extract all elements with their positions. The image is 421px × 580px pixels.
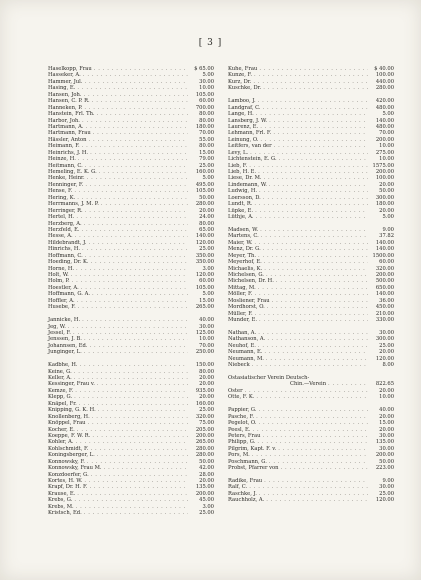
donor-name: Peesl, E. <box>228 426 251 433</box>
donor-name: Heitmann, C. <box>48 162 83 169</box>
donation-amount: 440.00 <box>375 78 394 85</box>
donor-name: Knäpel, Fr. <box>48 400 77 407</box>
donor-name: Leinung, O. <box>228 136 259 143</box>
donor-name: Hässler, Anton <box>48 136 87 143</box>
donor-name: Ludwig, H. <box>228 188 257 195</box>
donor-name: Meyerhof, E. <box>228 259 262 266</box>
donation-amount: 120.00 <box>195 272 214 278</box>
donation-amount: 480.00 <box>375 104 394 111</box>
leader-dots <box>256 214 368 220</box>
donation-amount: 100.00 <box>375 72 394 79</box>
donor-name: Hanstein, Frl. Th. <box>48 111 95 118</box>
leader-dots <box>84 349 188 355</box>
donation-amount: 200.00 <box>375 272 394 278</box>
donor-name: Harbor, Joh. <box>48 117 80 124</box>
donor-entry <box>228 465 394 471</box>
donation-amount: 1500.00 <box>372 252 394 259</box>
donor-name: Mittag, M. <box>228 284 256 291</box>
donor-name: Loersson, D. <box>228 194 261 201</box>
donor-entry <box>48 304 214 310</box>
donor-name: Haselkopp, Frau <box>48 66 92 72</box>
donation-amount: 480.00 <box>375 123 394 130</box>
donation-amount: 80.00 <box>199 143 214 150</box>
donation-amount: 37.82 <box>379 233 394 240</box>
donation-amount: 30.00 <box>199 323 214 330</box>
donor-entry <box>228 362 394 368</box>
donor-name: Neumann, M. <box>228 355 264 362</box>
donor-name: Holm, P. <box>48 278 70 285</box>
donation-amount: 20.00 <box>379 413 394 420</box>
donation-amount: 20.00 <box>379 207 394 214</box>
donor-entry <box>228 497 394 503</box>
donation-amount: 50.00 <box>379 188 394 195</box>
donor-name: Kemze, F. <box>48 387 74 394</box>
donor-name: Lundt, R. <box>228 201 253 208</box>
donation-amount: 10.00 <box>379 156 394 163</box>
donation-amount: 5.00 <box>202 72 214 79</box>
donor-entry <box>48 510 214 516</box>
donor-name: Knöppel, Frau <box>48 420 86 427</box>
donation-amount: 30.00 <box>379 329 394 336</box>
donor-name: Herringer, R. <box>48 207 83 214</box>
donation-amount: 280.00 <box>195 445 214 452</box>
donor-name: Pappier, G. <box>228 407 257 414</box>
leader-dots <box>259 317 368 323</box>
left-column <box>48 66 214 517</box>
donor-name: Hildebrandt, J. <box>48 239 87 246</box>
donor-name: Johannsen, Ed. <box>48 342 88 349</box>
donor-name: Pors, M. <box>228 452 250 459</box>
donor-name: Henninger, F. <box>48 181 84 188</box>
donor-name: Mordhorst, O. <box>228 304 265 311</box>
donor-name: Menz, Dr. G. <box>228 246 261 253</box>
donation-amount: 10.00 <box>379 394 394 401</box>
donation-amount: 20.00 <box>379 181 394 188</box>
donation-amount: 223.00 <box>375 465 394 472</box>
donor-name: Mosliener, Frau <box>228 297 270 304</box>
donor-name: Krebs, G. <box>48 497 73 504</box>
donation-amount: 80.00 <box>199 368 214 375</box>
donation-amount: 50.00 <box>199 194 214 201</box>
leader-dots <box>266 497 368 503</box>
donor-name: Pegelot, O. <box>228 420 257 427</box>
donor-name: Niebeck <box>228 362 250 369</box>
donor-name: Lüpke, E. <box>228 207 254 214</box>
donor-name: Hanneken, P. <box>48 104 83 111</box>
donor-name: Krebs, M. <box>48 503 74 510</box>
donor-name: Ralf, C. <box>228 484 248 491</box>
donation-amount: 9.00 <box>382 226 394 233</box>
donor-name: Munder, E. <box>228 317 258 324</box>
donation-amount: 55.00 <box>199 136 214 143</box>
donor-name: Hartmann, A. <box>48 123 84 130</box>
donation-amount: 125.00 <box>195 329 214 336</box>
donation-amount: 105.00 <box>195 91 214 98</box>
donor-name: Kristsch, Ed. <box>48 510 82 517</box>
donation-amount: 8.00 <box>382 362 394 369</box>
donor-entry <box>228 394 394 400</box>
donation-amount: 10.00 <box>379 143 394 150</box>
donation-amount: 150.00 <box>195 362 214 369</box>
donation-amount: 50.00 <box>199 458 214 465</box>
donation-amount: 79.00 <box>199 156 214 163</box>
donation-amount: 15.00 <box>199 149 214 156</box>
donor-name: Jannicke, H. <box>48 317 81 324</box>
donor-name: Neumann, E. <box>228 349 263 356</box>
donation-amount: 40.00 <box>199 317 214 324</box>
donor-name: Kuschke, Dr. <box>228 85 262 92</box>
donor-name: Laurenz, E. <box>228 123 259 130</box>
donation-amount: 20.00 <box>199 375 214 381</box>
donation-amount: 265.00 <box>195 439 214 446</box>
donor-name: Hartmann, Frau <box>48 130 91 137</box>
donation-amount: 200.00 <box>195 490 214 497</box>
donor-entry <box>228 317 394 323</box>
donation-amount: 5.00 <box>202 175 214 182</box>
donation-amount: 822.65 <box>375 381 394 388</box>
donor-name: Hammer, Jul. <box>48 78 83 85</box>
donor-name: Lüthje, A. <box>228 214 254 221</box>
donor-name: Nathanson, A. <box>228 336 266 343</box>
donation-amount: 140.00 <box>375 291 394 298</box>
donation-amount: 80.00 <box>199 117 214 124</box>
donation-amount: 60.00 <box>199 278 214 285</box>
donation-amount: 120.00 <box>375 355 394 362</box>
leader-dots <box>263 85 368 91</box>
donor-name: Keller, A. <box>48 375 72 381</box>
donation-amount: 200.00 <box>375 452 394 459</box>
donor-name: Kadbhe, H. <box>48 362 78 369</box>
donation-amount: 265.00 <box>195 304 214 311</box>
donation-amount: 100.00 <box>375 175 394 182</box>
donor-name: Koningsberger, L. <box>48 452 95 459</box>
donor-entry <box>228 85 394 91</box>
donor-name: Kurz, Dr. <box>228 78 252 85</box>
donor-name: Hering, K. <box>48 194 76 201</box>
donor-name: Raschke, J. <box>228 490 257 497</box>
donor-name: Konnowsky, Frau M. <box>48 465 102 472</box>
donation-amount: 28.00 <box>199 471 214 478</box>
donor-name: Pilgrim, Kapt. F. v. <box>228 445 277 452</box>
donor-name: Neuhof, E. <box>228 342 256 349</box>
donation-amount: 25.00 <box>379 342 394 349</box>
donor-name: Chin.—Verein <box>290 381 327 388</box>
donor-name: Oster <box>228 387 243 394</box>
donation-amount: 280.00 <box>195 452 214 459</box>
leader-dots <box>84 510 188 516</box>
donation-amount: 210.00 <box>375 310 394 317</box>
donation-amount: 280.00 <box>195 201 214 208</box>
donor-name: Konzdoerfer, G. <box>48 471 89 478</box>
donor-name: Lansberg, J. W. <box>228 117 268 124</box>
donation-amount: 75.00 <box>199 420 214 427</box>
donation-amount: 275.00 <box>375 149 394 156</box>
donor-name: Krapf, Dr. H. F. <box>48 484 88 491</box>
donation-amount: 160.00 <box>195 400 214 407</box>
donor-name: Pasche, F. <box>228 413 255 420</box>
donation-amount: 140.00 <box>195 233 214 240</box>
donor-name: Martens, C. <box>228 233 259 240</box>
donation-amount: 135.00 <box>195 484 214 491</box>
donor-name: Hansen, Joh. <box>48 91 82 98</box>
donor-name: Heinze, H. <box>48 156 76 163</box>
donation-amount: 700.00 <box>195 104 214 111</box>
donation-amount: 5.00 <box>382 214 394 221</box>
donation-amount: 350.00 <box>195 252 214 259</box>
donation-amount: 25.00 <box>379 490 394 497</box>
leader-dots <box>281 465 368 471</box>
donation-amount: 10.00 <box>199 336 214 343</box>
donation-amount: 70.00 <box>379 130 394 137</box>
donor-name: Heimann, F. <box>48 143 80 150</box>
donor-name: Hoeding, Dr. K. <box>48 259 89 266</box>
donor-name: Hemeling, E. K. G. <box>48 169 97 175</box>
donor-name: Horne, H. <box>48 265 75 272</box>
donation-amount: 70.00 <box>199 130 214 137</box>
donation-amount: 30.00 <box>199 78 214 85</box>
donation-amount: 25.00 <box>199 407 214 414</box>
donation-amount: 935.00 <box>195 387 214 394</box>
leader-dots <box>252 362 368 368</box>
donation-amount: 40.00 <box>379 407 394 414</box>
donation-amount: 650.00 <box>375 284 394 291</box>
donor-entry <box>48 349 214 355</box>
donation-amount: 105.00 <box>195 284 214 291</box>
donor-name: Maier, W. <box>228 239 253 246</box>
donation-amount: 450.00 <box>375 304 394 311</box>
donation-amount: 5.00 <box>202 291 214 298</box>
donation-amount: 250.00 <box>195 349 214 356</box>
donation-amount: 25.00 <box>199 510 214 517</box>
donor-name: Hoffler, A. <box>48 297 75 304</box>
donation-amount: 140.00 <box>375 239 394 246</box>
donor-name: Lieb, H. E. <box>228 169 257 175</box>
donor-name: Hesse, A. <box>48 233 73 240</box>
donation-amount: 24.00 <box>199 214 214 221</box>
donor-name: Leitfers, van der <box>228 143 272 150</box>
donation-amount: 20.00 <box>199 207 214 214</box>
donor-name: Hansen, C. P. R. <box>48 98 90 105</box>
donation-amount: 30.00 <box>379 432 394 439</box>
donation-amount: 350.00 <box>195 259 214 266</box>
donation-amount: 20.00 <box>199 381 214 388</box>
donor-name: Lamboo, J. <box>228 98 256 105</box>
donor-name: Lehmann, Frl. F. <box>228 130 272 137</box>
donation-amount: 500.00 <box>375 278 394 285</box>
donation-amount: 320.00 <box>375 265 394 272</box>
donor-name: Jessel, F. <box>48 329 71 336</box>
donation-amount: 300.00 <box>375 194 394 201</box>
donation-amount: 330.00 <box>375 317 394 324</box>
donor-name: Möller, F. <box>228 291 253 298</box>
leader-dots <box>256 394 368 400</box>
donor-name: Hasseker, A. <box>48 72 81 79</box>
donor-name: Jenssen, J. B. <box>48 336 82 343</box>
donation-amount: 160.00 <box>195 169 214 175</box>
donation-amount: 200.00 <box>195 432 214 439</box>
group-heading: Ostasiatischer Verein Deutsch- <box>228 375 310 381</box>
donor-name: Kocher, E. <box>48 426 75 433</box>
donor-name: Henke, Heinr. <box>48 175 85 182</box>
donor-name: Herzberg, A. <box>48 220 82 227</box>
donor-name: Herzfeld, E. <box>48 226 80 233</box>
donation-amount: 135.00 <box>375 439 394 446</box>
donor-name: Konnowsky, F. <box>48 458 85 465</box>
donor-name: Husebe, F. <box>48 304 76 311</box>
donation-amount: 105.00 <box>195 188 214 195</box>
donor-name: Nathan, A. <box>228 329 257 336</box>
donation-amount: 320.00 <box>195 413 214 420</box>
donor-name: Meyer, Th. <box>228 252 257 259</box>
donation-amount: 280.00 <box>375 85 394 92</box>
donation-amount: 180.00 <box>375 201 394 208</box>
donor-name: Jeg, W. <box>48 323 66 330</box>
donor-name: Kohlschmidt, F. <box>48 445 89 452</box>
donor-name: Levy, L. <box>228 149 249 156</box>
donor-name: Hoffmann, G. A. <box>48 291 90 298</box>
page-number: [ 3 ] <box>198 38 223 48</box>
donor-name: Liese, Dr. M. <box>228 175 262 182</box>
donor-name: Michaelis, K. <box>228 265 263 272</box>
donor-name: Koeppe, F. W. R. <box>48 432 91 439</box>
donor-name: Krause, E. <box>48 490 76 497</box>
donor-name: Madsen, W. <box>228 226 259 233</box>
donation-amount: 15.00 <box>199 297 214 304</box>
donation-amount: 80.00 <box>199 220 214 227</box>
donation-amount: 420.00 <box>375 98 394 105</box>
donation-amount: 1575.00 <box>372 162 394 169</box>
donation-amount: 495.00 <box>195 181 214 188</box>
donor-name: Knipping, G. K. H. <box>48 407 96 414</box>
donor-name: Kortes, H. W. <box>48 478 83 484</box>
donation-amount: 10.00 <box>199 85 214 92</box>
donor-name: Philipp, G. <box>228 439 256 446</box>
donor-name: Hoestler, A. <box>48 284 79 291</box>
donation-amount: 60.00 <box>199 98 214 105</box>
donation-amount: 140.00 <box>375 246 394 253</box>
donation-amount: 30.00 <box>379 445 394 452</box>
donor-name: Hertel, H. <box>48 214 75 221</box>
donation-amount: $ 40.00 <box>374 66 394 72</box>
donation-amount: 80.00 <box>199 111 214 118</box>
donor-name: Klepp, G. <box>48 394 73 401</box>
donation-amount: 25.00 <box>199 246 214 253</box>
donation-amount: 140.00 <box>375 117 394 124</box>
donation-amount: 30.00 <box>379 484 394 491</box>
donor-name: Herrmanns, J. M. P. <box>48 201 99 208</box>
donor-name: Kohler, A. <box>48 439 74 446</box>
donor-name: Michelsen, Dr. H. <box>228 278 274 285</box>
donation-amount: 20.00 <box>379 426 394 433</box>
donation-amount: 25.00 <box>199 162 214 169</box>
donor-name: Heinrichs, J. H. <box>48 149 89 156</box>
donor-name: Junginger, L. <box>48 349 82 356</box>
donor-name: Müller, F. <box>228 310 253 317</box>
donation-amount: 120.00 <box>375 497 394 504</box>
donor-name: Michelsen, G. <box>228 272 264 278</box>
donor-name: Probst, Pfarrer von <box>228 465 279 472</box>
donation-amount: 36.00 <box>379 297 394 304</box>
donation-amount: 300.00 <box>375 336 394 343</box>
donor-name: Hense, F. <box>48 188 73 195</box>
donation-amount: 205.00 <box>195 426 214 433</box>
donation-amount: 120.00 <box>195 239 214 246</box>
donor-name: Kunze, F. <box>228 72 252 79</box>
donation-amount: 9.00 <box>382 478 394 484</box>
donation-amount: 20.00 <box>199 478 214 484</box>
donor-entry <box>228 214 394 220</box>
donor-name: Keine, G. <box>48 368 72 375</box>
donor-name: Poschmann, G. <box>228 458 267 465</box>
donation-amount: 20.00 <box>379 387 394 394</box>
donation-amount: 70.00 <box>199 342 214 349</box>
donor-name: Hinrichs, H. <box>48 246 81 253</box>
donor-name: Landgraf, C. <box>228 104 261 111</box>
donor-name: Peters, Frau <box>228 432 261 439</box>
donor-name: Hasing, E. <box>48 85 76 92</box>
donor-name: Lange, H. <box>228 111 254 118</box>
donor-name: Hoffmann, C. <box>48 252 83 259</box>
leader-dots <box>78 304 188 310</box>
donor-name: Lichtenstein, E. G. <box>228 156 277 163</box>
donor-name: Otte, F. K. <box>228 394 255 401</box>
donation-amount: 3.00 <box>202 265 214 272</box>
donation-amount: 45.00 <box>199 497 214 504</box>
donation-amount: 15.00 <box>379 420 394 427</box>
donation-amount: 200.00 <box>375 169 394 175</box>
right-column <box>228 66 394 504</box>
donor-name: Lindemann, W. <box>228 181 267 188</box>
donation-amount: $ 65.00 <box>194 66 214 72</box>
donor-name: Knollenberg, H. <box>48 413 90 420</box>
donor-name: Radike, Frau <box>228 478 263 484</box>
donation-amount: 60.00 <box>379 259 394 266</box>
donor-name: Kuhe, Frau <box>228 66 258 72</box>
donation-amount: 65.00 <box>199 226 214 233</box>
donation-amount: 200.00 <box>375 136 394 143</box>
donation-amount: 20.00 <box>379 349 394 356</box>
donation-amount: 5.00 <box>382 111 394 118</box>
donation-amount: 20.00 <box>199 394 214 401</box>
donation-amount: 42.00 <box>199 465 214 472</box>
donation-amount: 180.00 <box>195 123 214 130</box>
donor-name: Holt, W. <box>48 272 69 278</box>
donation-amount: 3.00 <box>202 503 214 510</box>
donor-name: Lieb, F. <box>228 162 248 169</box>
donation-amount: 50.00 <box>379 458 394 465</box>
donor-name: Rauchholz, A. <box>228 497 265 504</box>
donor-name: Kessinger, Frau v. <box>48 381 95 388</box>
